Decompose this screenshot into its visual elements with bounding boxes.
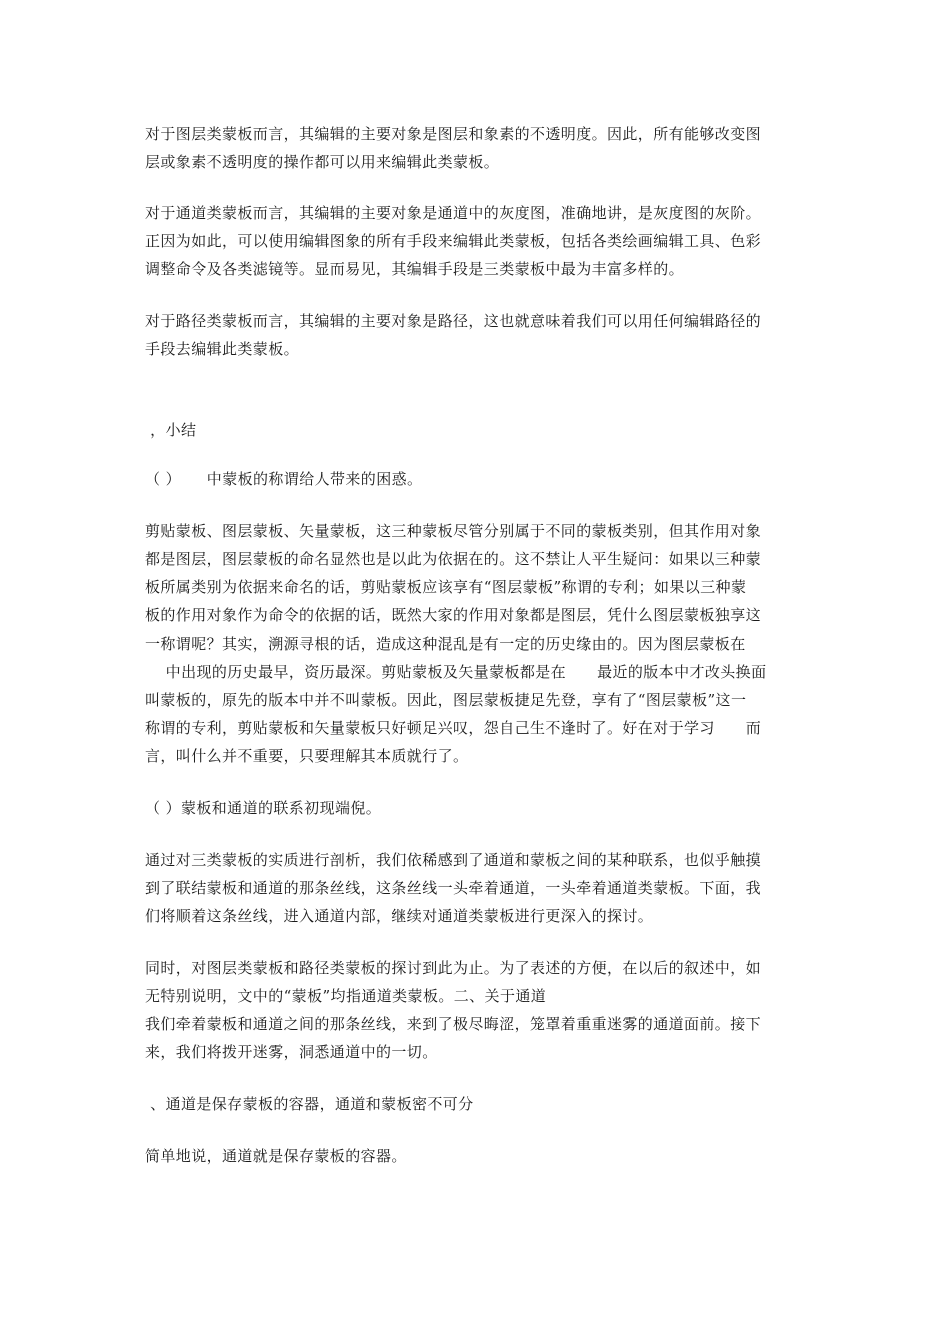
text-line: 称谓的专利，剪贴蒙板和矢量蒙板只好顿足兴叹，怨自己生不逢时了。好在对于学习 而	[145, 719, 762, 737]
text-line: 中出现的历史最早，资历最深。剪贴蒙板及矢量蒙板都是在 最近的版本中才改头换面	[145, 663, 767, 681]
text-line: 到了联结蒙板和通道的那条丝线，这条丝线一头牵着通道，一头牵着通道类蒙板。下面，我	[145, 879, 762, 897]
text-line: 言，叫什么并不重要，只要理解其本质就行了。	[145, 747, 469, 765]
text-line: 板所属类别为依据来命名的话，剪贴蒙板应该享有“图层蒙板”称谓的专利；如果以三种蒙	[145, 578, 747, 596]
text-line: 正因为如此，可以使用编辑图象的所有手段来编辑此类蒙板，包括各类绘画编辑工具、色彩	[145, 232, 762, 250]
text-line: 同时，对图层类蒙板和路径类蒙板的探讨到此为止。为了表述的方便，在以后的叙述中，如	[145, 959, 762, 977]
subsection-heading: （ ）蒙板和通道的联系初现端倪。	[145, 799, 382, 817]
text-line: 们将顺着这条丝线，进入通道内部，继续对通道类蒙板进行更深入的探讨。	[145, 907, 654, 925]
subsection-heading: 、通道是保存蒙板的容器，通道和蒙板密不可分	[145, 1095, 474, 1113]
text-line: 对于图层类蒙板而言，其编辑的主要对象是图层和象素的不透明度。因此，所有能够改变图	[145, 125, 762, 143]
text-line: 来，我们将拨开迷雾，洞悉通道中的一切。	[145, 1043, 438, 1061]
text-line: 剪贴蒙板、图层蒙板、矢量蒙板，这三种蒙板尽管分别属于不同的蒙板类别，但其作用对象	[145, 522, 762, 540]
text-line: 都是图层，图层蒙板的命名显然也是以此为依据在的。这不禁让人平生疑问：如果以三种蒙	[145, 550, 762, 568]
text-line: 一称谓呢？其实，溯源寻根的话，造成这种混乱是有一定的历史缘由的。因为图层蒙板在	[145, 635, 746, 653]
text-line: 叫蒙板的，原先的版本中并不叫蒙板。因此，图层蒙板捷足先登，享有了“图层蒙板”这一	[145, 691, 747, 709]
text-line: 无特别说明，文中的“蒙板”均指通道类蒙板。二、关于通道	[145, 987, 547, 1005]
text-line: 我们牵着蒙板和通道之间的那条丝线，来到了极尽晦涩，笼罩着重重迷雾的通道面前。接下	[145, 1015, 762, 1033]
section-heading: ，小结	[145, 421, 197, 439]
text-line: 对于通道类蒙板而言，其编辑的主要对象是通道中的灰度图，准确地讲，是灰度图的灰阶。	[145, 204, 762, 222]
text-line: 简单地说，通道就是保存蒙板的容器。	[145, 1147, 407, 1165]
text-line: 对于路径类蒙板而言，其编辑的主要对象是路径，这也就意味着我们可以用任何编辑路径的	[145, 312, 762, 330]
text-line: 层或象素不透明度的操作都可以用来编辑此类蒙板。	[145, 153, 500, 171]
text-line: 调整命令及各类滤镜等。显而易见，其编辑手段是三类蒙板中最为丰富多样的。	[145, 260, 685, 278]
text-line: 手段去编辑此类蒙板。	[145, 340, 300, 358]
text-line: 通过对三类蒙板的实质进行剖析，我们依稀感到了通道和蒙板之间的某种联系，也似乎触摸	[145, 851, 762, 869]
text-line: 板的作用对象作为命令的依据的话，既然大家的作用对象都是图层，凭什么图层蒙板独享这	[145, 606, 762, 624]
subsection-heading: （ ） 中蒙板的称谓给人带来的困惑。	[145, 470, 423, 488]
